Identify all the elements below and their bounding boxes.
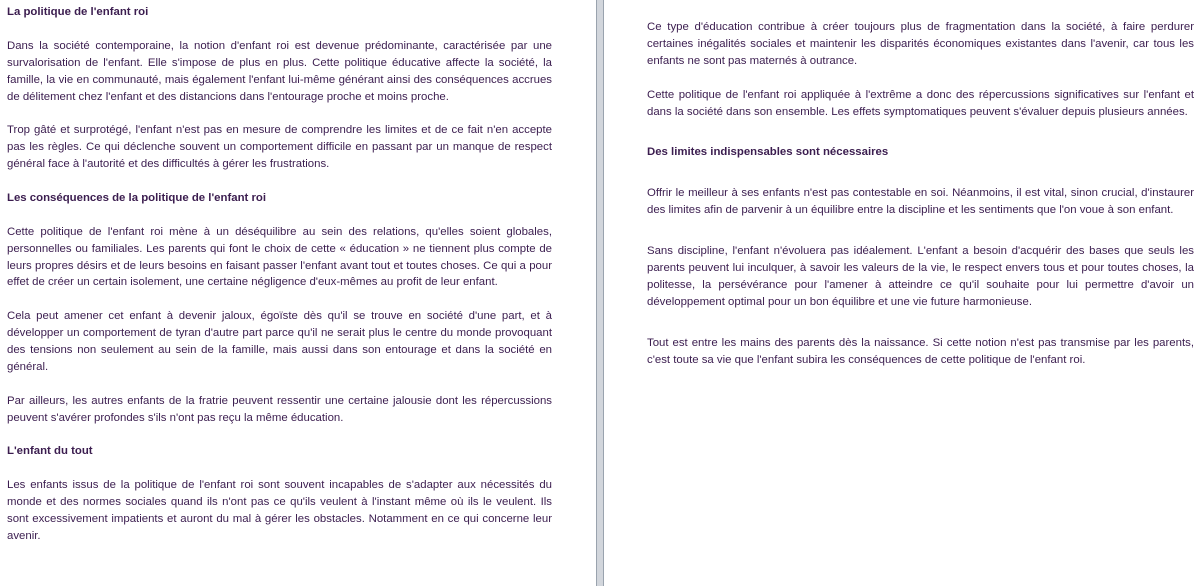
- spacer: [7, 427, 552, 444]
- spacer: [647, 219, 1194, 243]
- paragraph: Cela peut amener cet enfant à devenir jaloux, égoïste dès qu'il se trouve en société d'une part, et à développer un comportement de tyran d'autre part parce qu'il ne serait plus le centre du monde provoquant des tensions non seulement au sein de la famille, mais aussi dans son entourage et dans la société en général.: [7, 310, 552, 373]
- spacer: [7, 21, 552, 38]
- paragraph: Ce type d'éducation contribue à créer toujours plus de fragmentation dans la société, à faire perdurer certaines inégalités sociales et maintenir les disparités économiques existantes dans l'avenir, car tous les enfants ne sont pas maternés à outrance.: [647, 21, 1194, 67]
- spacer: [647, 70, 1194, 87]
- spacer: [7, 460, 552, 477]
- page-gutter: [596, 0, 604, 586]
- spacer: [7, 105, 552, 122]
- paragraph: Sans discipline, l'enfant n'évoluera pas idéalement. L'enfant a besoin d'acquérir des bases que seuls les parents peuvent lui inculquer, à savoir les valeurs de la vie, le respect envers tous et pour toutes choses, la politesse, la persévérance pour l'amener à atteindre ce qu'il souhaite pour lui permettre d'avoir un développement optimal pour un bon équilibre et une vie future harmonieuse.: [647, 245, 1194, 308]
- heading-limites: Des limites indispensables sont nécessaires: [647, 146, 889, 159]
- spacer: [7, 173, 552, 190]
- spacer: [7, 376, 552, 393]
- heading-consequences: Les conséquences de la politique de l'enfant roi: [7, 191, 267, 204]
- spacer: [7, 291, 552, 308]
- paragraph: Les enfants issus de la politique de l'enfant roi sont souvent incapables de s'adapter aux nécessités du monde et des normes sociales quand ils n'ont pas ce qu'ils veulent à l'instant même où ils le veulent. Ils sont excessivement impatients et auront du mal à gérer les obstacles. Notamment en ce qui concerne leur avenir.: [7, 479, 552, 542]
- paragraph: Offrir le meilleur à ses enfants n'est pas contestable en soi. Néanmoins, il est vital, sinon crucial, d'instaurer des limites afin de parvenir à un équilibre entre la discipline et les sentiments que l'on voue à son enfant.: [647, 187, 1194, 217]
- paragraph: Cette politique de l'enfant roi appliquée à l'extrême a donc des répercussions significatives sur l'enfant et dans la société dans son ensemble. Les effets symptomatiques peuvent s'évaluer depuis plusieurs années.: [647, 88, 1194, 118]
- left-page: [0, 0, 596, 586]
- heading-enfant-du-tout: L'enfant du tout: [7, 445, 93, 458]
- heading-enfant-roi: La politique de l'enfant roi: [7, 6, 149, 18]
- paragraph: Dans la société contemporaine, la notion d'enfant roi est devenue prédominante, caractérisée par une survalorisation de l'enfant. Elle s'impose de plus en plus. Cette politique éducative affecte la société, la famille, la vie en communauté, mais également l'enfant lui-même générant ainsi des conséquences accrues de délitement chez l'enfant et des distancions dans l'entourage proche et moins proche.: [7, 39, 552, 103]
- paragraph: Tout est entre les mains des parents dès la naissance. Si cette notion n'est pas transmise par les parents, c'est toute sa vie que l'enfant subira les conséquences de cette politique de l'enfant roi.: [647, 336, 1194, 366]
- paragraph: Cette politique de l'enfant roi mène à un déséquilibre au sein des relations, qu'elles soient globales, personnelles ou familiales. Les parents qui font le choix de cette « éducation » ne tiennent plus compte de leurs propres désirs et de leurs besoins en faisant passer l'enfant avant tout et toutes choses. Ce qui a pour effet de créer un certain isolement, une certaine négligence d'eux-mêmes au profit de leur enfant.: [7, 225, 552, 289]
- right-page: [604, 0, 1201, 586]
- spacer: [7, 207, 552, 224]
- paragraph: Par ailleurs, les autres enfants de la fratrie peuvent ressentir une certaine jalousie dont les répercussions peuvent s'avérer profondes s'ils n'ont pas reçu la même éducation.: [7, 394, 552, 424]
- paragraph: Trop gâté et surprotégé, l'enfant n'est pas en mesure de comprendre les limites et de ce fait n'en accepte pas les règles. Ce qui déclenche souvent un comportement difficile en passant par un manque de respect général face à l'autorité et des difficultés à gérer les frustrations.: [7, 124, 552, 171]
- spacer: [647, 161, 1194, 185]
- spacer: [647, 120, 1194, 144]
- spacer: [647, 311, 1194, 335]
